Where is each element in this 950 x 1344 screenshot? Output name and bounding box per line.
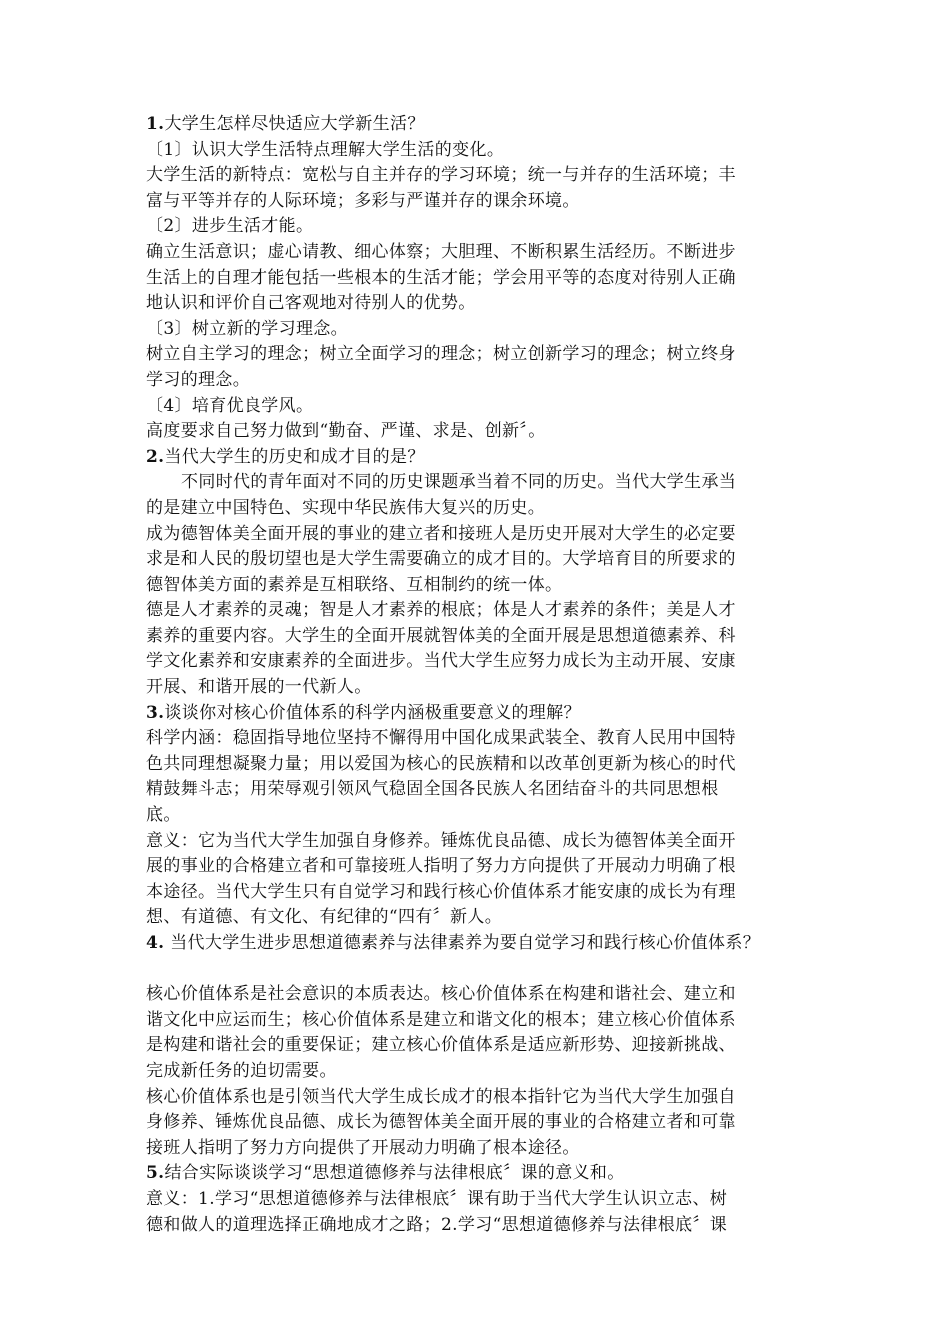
question-text: 谈谈你对核心价值体系的科学内涵极重要意义的理解？ (164, 702, 581, 723)
document-body (146, 112, 820, 1238)
text-line: 确立生活意识；虚心请教、细心体察；大胆理、不断积累生活经历。不断进步 (146, 241, 736, 262)
question-heading (146, 701, 820, 727)
blank-line (146, 957, 820, 983)
text-line: 生活上的自理才能包括一些根本的生活才能；学会用平等的态度对待别人正确 (146, 267, 736, 288)
text-line: 本途径。当代大学生只有自觉学习和践行核心价值体系才能安康的成长为有理 (146, 881, 736, 902)
text-line: 科学内涵：稳固指导地位坚持不懈得用中国化成果武装全、教育人民用中国特 (146, 728, 736, 749)
question-number: 4. (146, 933, 165, 953)
text-line: 核心价值体系也是引领当代大学生成长成才的根本指针它为当代大学生加强自 (146, 1086, 736, 1107)
question-text: 当代大学生的历史和成才目的是？ (164, 446, 425, 467)
text-line: 开展、和谐开展的一代新人。 (146, 677, 372, 698)
text-line: 底。 (146, 805, 181, 826)
text-line: 富与平等并存的人际环境；多彩与严谨并存的课余环境。 (146, 190, 580, 211)
text-line: 接班人指明了努力方向提供了开展动力明确了根本途径。 (146, 1137, 580, 1158)
text-line: 是构建和谐社会的重要保证；建立核心价值体系是适应新形势、迎接新挑战、 (146, 1035, 736, 1056)
text-line: 学文化素养和安康素养的全面进步。当代大学生应努力成长为主动开展、安康 (146, 651, 736, 672)
text-line: 大学生活的新特点：宽松与自主并存的学习环境；统一与并存的生活环境；丰 (146, 165, 736, 186)
question-heading (146, 445, 820, 471)
text-line: 展的事业的合格建立者和可靠接班人指明了努力方向提供了开展动力明确了根 (146, 856, 736, 877)
text-line: 〔3〕树立新的学习理念。 (146, 318, 349, 339)
text-line: 高度要求自己努力做到“勤奋、严谨、求是、创新〞。 (146, 421, 546, 442)
text-line: 〔4〕培育优良学风。 (146, 395, 314, 416)
question-number: 5. (146, 1163, 165, 1184)
text-line: 核心价值体系是社会意识的本质表达。核心价值体系在构建和谐社会、建立和 (146, 984, 736, 1005)
text-line: 德是人才素养的灵魂；智是人才素养的根底；体是人才素养的条件；美是人才 (146, 600, 736, 621)
text-line: 想、有道德、有文化、有纪律的“四有〞新人。 (146, 907, 503, 928)
text-line: 〔1〕认识大学生活特点理解大学生活的变化。 (146, 139, 505, 160)
text-line: 的是建立中国特色、实现中华民族伟大复兴的历史。 (146, 497, 546, 518)
text-line: 谐文化中应运而生；核心价值体系是建立和谐文化的根本；建立核心价值体系 (146, 1009, 736, 1030)
text-line: 完成新任务的迫切需要。 (146, 1060, 337, 1081)
text-line: 〔2〕进步生活才能。 (146, 216, 314, 237)
text-line: 身修养、锤炼优良品德、成长为德智体美全面开展的事业的合格建立者和可靠 (146, 1112, 736, 1133)
text-line: 德智体美方面的素养是互相联络、互相制约的统一体。 (146, 574, 563, 595)
text-line: 成为德智体美全面开展的事业的建立者和接班人是历史开展对大学生的必定要 (146, 523, 736, 544)
question-heading (146, 1161, 820, 1187)
question-text: 大学生怎样尽快适应大学新生活？ (164, 114, 425, 134)
question-heading (146, 931, 820, 957)
text-line: 树立自主学习的理念；树立全面学习的理念；树立创新学习的理念；树立终身 (146, 344, 736, 365)
text-line: 精鼓舞斗志；用荣辱观引领风气稳固全国各民族人名团结奋斗的共同思想根 (146, 779, 719, 800)
text-line: 色共同理想凝聚力量；用以爱国为核心的民族精和以改革创更新为核心的时代 (146, 753, 736, 774)
text-line: 德和做人的道理选择正确地成才之路；2.学习“思想道德修养与法律根底〞课 (146, 1214, 728, 1235)
question-number: 3. (146, 702, 165, 723)
text-line: 学习的理念。 (146, 369, 251, 390)
question-number: 1. (146, 114, 165, 134)
text-line: 求是和人民的殷切望也是大学生需要确立的成才目的。大学培育目的所要求的 (146, 549, 736, 570)
question-text: 结合实际谈谈学习“思想道德修养与法律根底〞课的意义和。 (164, 1163, 625, 1184)
text-line: 地认识和评价自己客观地对待别人的优势。 (146, 293, 476, 314)
text-line: 意义：1.学习“思想道德修养与法律根底〞课有助于当代大学生认识立志、树 (146, 1188, 728, 1209)
question-number: 2. (146, 446, 165, 467)
question-text: 当代大学生进步思想道德素养与法律素养为要自觉学习和践行核心价值体系？ (164, 933, 761, 953)
text-line: 素养的重要内容。大学生的全面开展就智体美的全面开展是思想道德素养、科 (146, 625, 736, 646)
text-line: 意义：它为当代大学生加强自身修养。锤炼优良品德、成长为德智体美全面开 (146, 830, 736, 851)
text-line: 不同时代的青年面对不同的历史课题承当着不同的历史。当代大学生承当 (181, 472, 737, 493)
question-heading (146, 112, 820, 138)
